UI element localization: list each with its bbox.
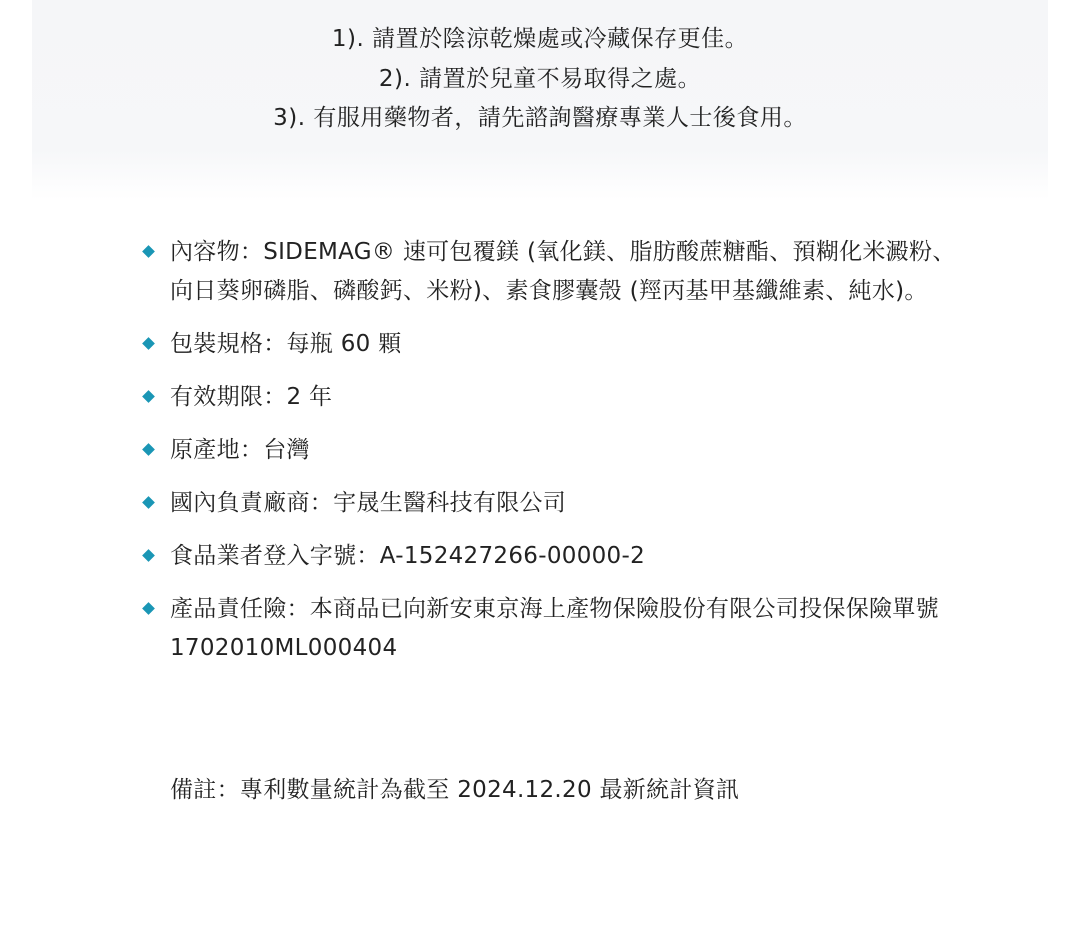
info-item-text: 包裝規格：每瓶 60 顆 [170, 331, 402, 357]
info-item-text: 有效期限：2 年 [170, 384, 333, 410]
diamond-bullet-icon [142, 602, 155, 615]
diamond-bullet-icon [142, 245, 155, 258]
info-item-text: 食品業者登入字號：A-152427266-00000-2 [170, 543, 646, 569]
diamond-bullet-icon [142, 549, 155, 562]
info-item-registration-number [140, 537, 960, 576]
diamond-bullet-icon [142, 443, 155, 456]
info-item-liability-insurance [140, 590, 960, 668]
diamond-bullet-icon [142, 390, 155, 403]
storage-notice-list [0, 20, 1080, 139]
storage-notice-2: 2). 請置於兒童不易取得之處。 [378, 65, 702, 92]
product-info-list [140, 233, 960, 682]
diamond-bullet-icon [142, 337, 155, 350]
info-item-origin [140, 431, 960, 470]
info-item-package-spec [140, 325, 960, 364]
info-item-manufacturer [140, 484, 960, 523]
diamond-bullet-icon [142, 496, 155, 509]
info-item-text: 產品責任險：本商品已向新安東京海上產物保險股份有限公司投保保險單號 1702010ML000404 [170, 596, 939, 661]
storage-notice-3: 3). 有服用藥物者，請先諮詢醫療專業人士後食用。 [273, 105, 807, 131]
info-item-ingredients [140, 233, 960, 311]
info-item-text: 原產地：台灣 [170, 437, 310, 463]
patent-remark: 備註：專利數量統計為截至 2024.12.20 最新統計資訊 [170, 777, 740, 803]
info-item-text: 國內負責廠商：宇晟生醫科技有限公司 [170, 490, 567, 516]
info-item-shelf-life [140, 378, 960, 417]
info-item-text: 內容物：SIDEMAG® 速可包覆鎂 (氧化鎂、脂肪酸蔗糖酯、預糊化米澱粉、向日葵卵磷脂、磷酸鈣、米粉)、素食膠囊殼 (羥丙基甲基纖維素、純水)。 [170, 239, 956, 304]
storage-notice-1: 1). 請置於陰涼乾燥處或冷藏保存更佳。 [331, 26, 749, 52]
